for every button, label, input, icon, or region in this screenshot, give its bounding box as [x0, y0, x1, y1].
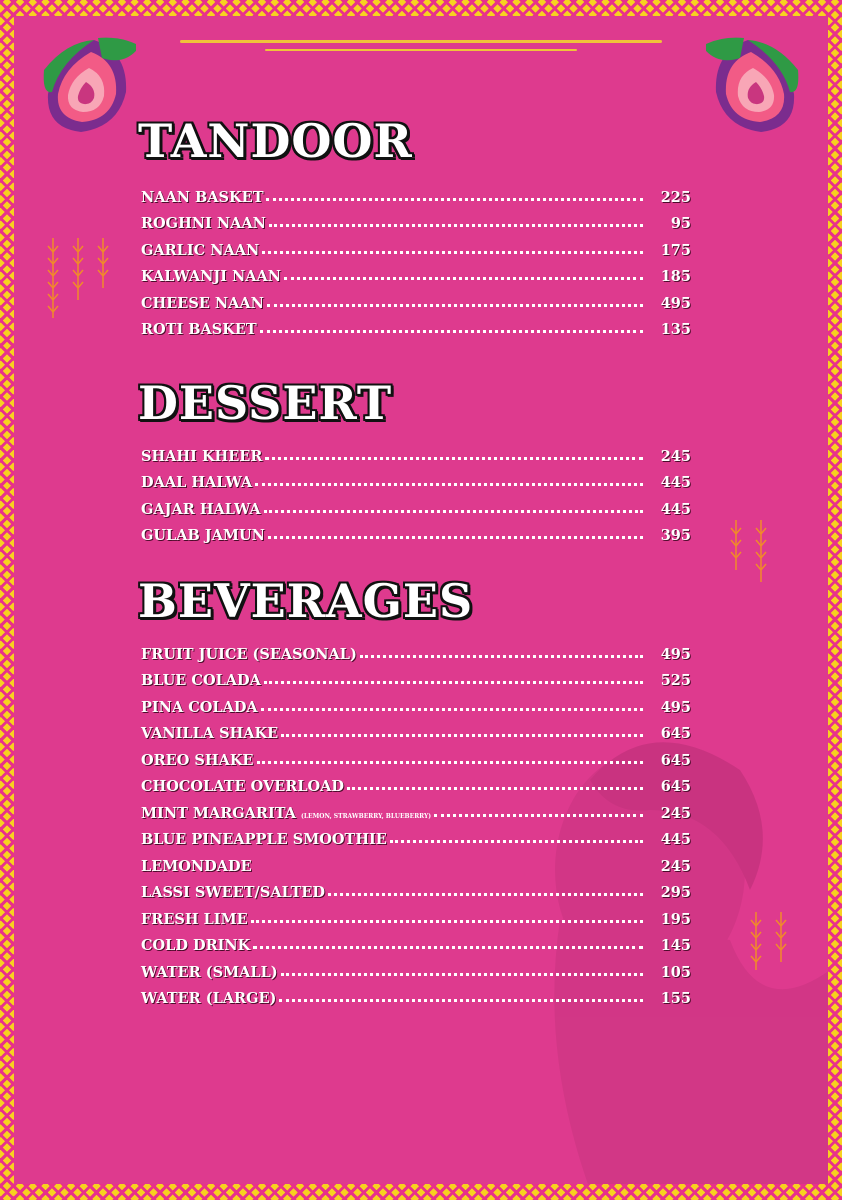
dot-leader [268, 536, 643, 539]
dot-leader [390, 840, 643, 843]
item-price: 145 [660, 937, 691, 954]
menu-item [141, 716, 691, 743]
item-name: WATER (LARGE) [141, 990, 277, 1007]
menu-item [141, 901, 691, 928]
dot-leader [262, 251, 643, 254]
item-name: KALWANJI NAAN [141, 268, 282, 285]
dot-leader [251, 920, 643, 923]
dot-leader [281, 734, 643, 737]
item-price: 155 [660, 990, 691, 1007]
dot-leader [360, 655, 643, 658]
top-border [0, 0, 842, 16]
item-name: BLUE PINEAPPLE SMOOTHIE [141, 831, 387, 848]
item-price: 495 [660, 294, 691, 312]
dot-leader [266, 198, 643, 201]
item-name: NAAN BASKET [141, 188, 264, 206]
menu-item [141, 232, 691, 259]
item-price: 195 [660, 910, 691, 928]
item-price: 185 [660, 268, 691, 285]
item-price: 105 [660, 963, 691, 981]
item-price: 245 [660, 857, 691, 875]
right-border [828, 0, 842, 1200]
item-name: SHAHI KHEER [141, 447, 263, 465]
item-price: 645 [660, 751, 691, 769]
dot-leader [279, 999, 643, 1002]
item-price: 295 [660, 884, 691, 901]
dot-leader [257, 761, 644, 764]
dot-leader [328, 893, 643, 896]
menu-item [141, 312, 691, 339]
section-title-tandoor: TANDOOR [138, 114, 413, 168]
menu-item [141, 438, 691, 465]
item-name: GAJAR HALWA [141, 500, 261, 518]
left-border [0, 0, 14, 1200]
menu-item [141, 259, 691, 286]
menu-item [141, 206, 691, 233]
dot-leader [284, 277, 643, 280]
menu-item [141, 742, 691, 769]
item-price: 225 [660, 188, 691, 206]
dot-leader [260, 330, 643, 333]
menu-item [141, 285, 691, 312]
dot-leader [265, 457, 643, 460]
dot-leader [264, 510, 643, 513]
menu-item [141, 491, 691, 518]
item-price: 95 [670, 215, 691, 232]
item-name: CHOCOLATE OVERLOAD [141, 778, 344, 795]
arrow-chain-icon [748, 910, 790, 976]
flower-bud-icon [36, 32, 136, 134]
item-name: CHEESE NAAN [141, 294, 264, 312]
top-gold-line [180, 40, 662, 43]
item-price: 495 [660, 645, 691, 663]
item-name: DAAL HALWA [141, 474, 253, 491]
item-name: FRUIT JUICE (SEASONAL) [141, 645, 357, 663]
tandoor-item-list [141, 179, 691, 338]
item-price: 495 [660, 698, 691, 716]
item-name: MINT MARGARITA [141, 804, 296, 822]
dot-leader [347, 787, 643, 790]
menu-item [141, 769, 691, 796]
dot-leader [264, 681, 643, 684]
menu-item [141, 954, 691, 981]
top-gold-line-short [265, 49, 577, 51]
flower-bud-icon [706, 32, 806, 134]
item-name: VANILLA SHAKE [141, 725, 279, 742]
menu-item [141, 518, 691, 545]
item-price: 645 [660, 778, 691, 795]
menu-item [141, 636, 691, 663]
menu-item [141, 663, 691, 690]
dot-leader [253, 946, 643, 949]
item-name: FRESH LIME [141, 910, 248, 928]
item-price: 395 [660, 527, 691, 544]
beverages-item-list [141, 636, 691, 1007]
item-price: 645 [660, 725, 691, 742]
item-price: 135 [660, 321, 691, 338]
item-name: OREO SHAKE [141, 751, 254, 769]
item-name: GARLIC NAAN [141, 241, 260, 259]
menu-item [141, 981, 691, 1008]
dot-leader [255, 483, 643, 486]
item-price: 445 [660, 474, 691, 491]
item-name: COLD DRINK [141, 937, 251, 954]
menu-item [141, 689, 691, 716]
menu-item [141, 875, 691, 902]
item-name: ROTI BASKET [141, 321, 257, 338]
menu-item [141, 848, 691, 875]
menu-item [141, 822, 691, 849]
menu-item [141, 928, 691, 955]
item-name: BLUE COLADA [141, 672, 261, 689]
menu-item [141, 465, 691, 492]
item-note: (LEMON, STRAWBERRY, BLUEBERRY) [301, 812, 432, 820]
arrow-chain-icon [45, 236, 111, 322]
item-name: ROGHNI NAAN [141, 215, 266, 232]
item-name: LEMONDADE [141, 857, 252, 875]
dot-leader [434, 814, 643, 817]
item-price: 245 [660, 804, 691, 822]
dot-leader [267, 304, 643, 307]
item-name: GULAB JAMUN [141, 527, 265, 544]
section-title-dessert: DESSERT [138, 376, 393, 430]
item-name: LASSI SWEET/SALTED [141, 884, 325, 901]
bottom-border [0, 1184, 842, 1200]
item-price: 445 [660, 500, 691, 518]
dot-leader [261, 708, 643, 711]
arrow-chain-icon [728, 518, 770, 584]
menu-item [141, 179, 691, 206]
dot-leader [269, 224, 643, 227]
item-price: 525 [660, 672, 691, 689]
dessert-item-list [141, 438, 691, 544]
item-price: 445 [660, 831, 691, 848]
dot-leader [281, 973, 643, 976]
section-title-beverages: BEVERAGES [138, 574, 474, 628]
menu-item [141, 795, 691, 822]
item-name: WATER (SMALL) [141, 963, 278, 981]
item-price: 175 [660, 241, 691, 259]
item-name: PINA COLADA [141, 698, 258, 716]
item-price: 245 [660, 447, 691, 465]
